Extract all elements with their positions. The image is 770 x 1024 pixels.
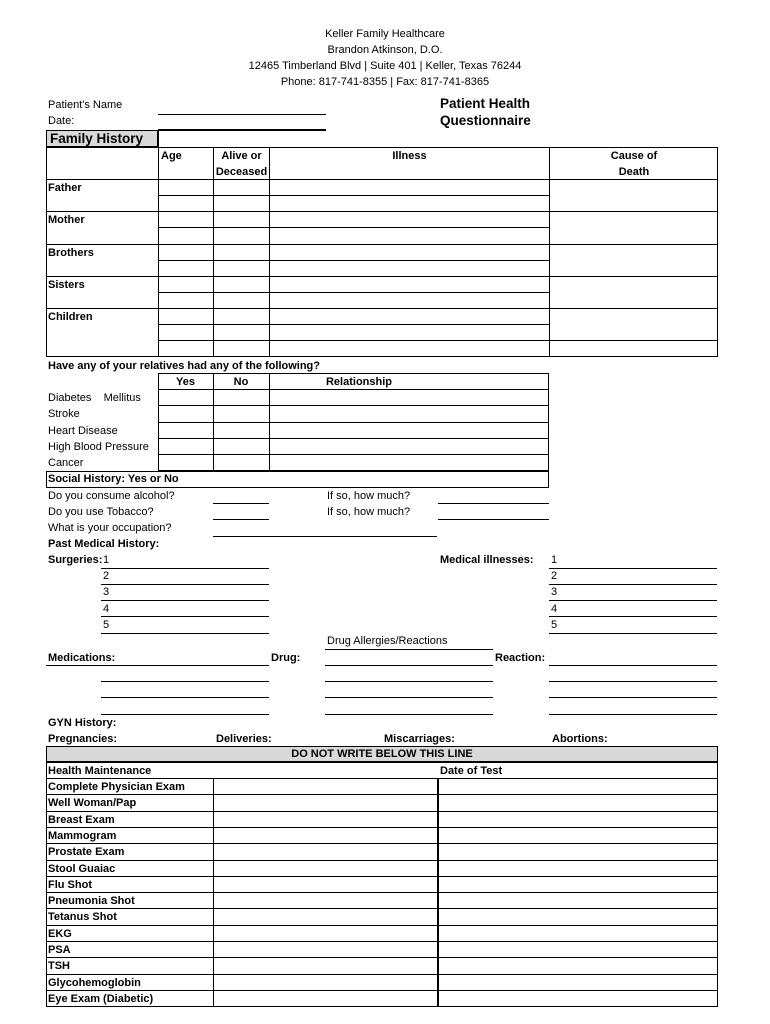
col-yes: Yes [176, 376, 195, 388]
col-no: No [233, 376, 249, 388]
medication-field-2[interactable] [101, 681, 269, 682]
date-of-test-cell[interactable] [439, 877, 717, 892]
row-brothers: Brothers [48, 247, 94, 259]
col-relationship: Relationship [325, 376, 392, 388]
maintenance-item-label: Eye Exam (Diabetic) [48, 992, 154, 1005]
alcohol-answer-field[interactable] [213, 503, 269, 504]
illness-number: 4 [551, 603, 558, 615]
medication-field-3[interactable] [101, 697, 269, 698]
date-of-test-cell[interactable] [439, 812, 717, 827]
date-of-test-cell[interactable] [439, 861, 717, 876]
row-divider [46, 957, 718, 958]
tobacco-answer-field[interactable] [213, 519, 269, 520]
practice-address: 12465 Timberland Blvd | Suite 401 | Keller, Texas 76244 [248, 60, 522, 72]
row-divider [46, 827, 718, 828]
row-divider [46, 974, 718, 975]
health-maintenance-heading: Health Maintenance [48, 765, 152, 777]
maintenance-entry-cell[interactable] [214, 844, 436, 859]
maintenance-entry-cell[interactable] [214, 812, 436, 827]
deliveries-label: Deliveries: [216, 733, 272, 745]
maintenance-entry-cell[interactable] [214, 795, 436, 810]
maintenance-item-label: Tetanus Shot [48, 911, 117, 924]
occupation-field[interactable] [213, 536, 437, 537]
row-divider [46, 908, 718, 909]
practice-name: Keller Family Healthcare [325, 28, 445, 40]
maintenance-entry-cell[interactable] [214, 991, 436, 1006]
patient-name-field[interactable] [158, 114, 326, 115]
row-mother: Mother [48, 214, 85, 226]
maintenance-entry-cell[interactable] [214, 877, 436, 892]
maintenance-entry-cell[interactable] [214, 926, 436, 941]
surgeries-label: Surgeries: [48, 554, 103, 566]
date-of-test-cell[interactable] [439, 828, 717, 843]
maintenance-item-label: EKG [48, 927, 72, 940]
illness-number: 3 [551, 586, 558, 598]
condition-heart-disease: Heart Disease [48, 425, 118, 437]
surgery-number: 3 [103, 586, 110, 598]
medication-field-1[interactable] [46, 665, 269, 666]
row-divider [46, 925, 718, 926]
surgery-field-5[interactable] [101, 633, 269, 634]
surgery-field-4[interactable] [101, 616, 269, 617]
maintenance-entry-cell[interactable] [214, 909, 436, 924]
date-label: Date: [48, 115, 75, 127]
row-divider [46, 990, 718, 991]
condition-stroke: Stroke [48, 408, 80, 420]
tobacco-question: Do you use Tobacco? [48, 506, 154, 518]
col-alive-line1: Alive or [221, 150, 262, 162]
social-heading: Social History: Yes or No [48, 473, 179, 485]
tobacco-how-much-label: If so, how much? [327, 506, 411, 518]
date-of-test-cell[interactable] [439, 958, 717, 973]
drug-field-2[interactable] [325, 681, 493, 682]
relatives-question: Have any of your relatives had any of the following? [48, 360, 320, 372]
reaction-label: Reaction: [495, 652, 546, 664]
alcohol-question: Do you consume alcohol? [48, 490, 175, 502]
occupation-question: What is your occupation? [48, 522, 172, 534]
row-father: Father [48, 182, 82, 194]
gyn-heading: GYN History: [48, 717, 117, 729]
surgery-number: 5 [103, 619, 110, 631]
date-of-test-cell[interactable] [439, 909, 717, 924]
surgery-field-1[interactable] [101, 568, 269, 569]
do-not-write-banner [46, 746, 718, 762]
maintenance-entry-cell[interactable] [214, 893, 436, 908]
condition-cancer: Cancer [48, 457, 84, 469]
row-sisters: Sisters [48, 279, 85, 291]
row-divider [46, 794, 718, 795]
row-divider [46, 941, 718, 942]
col-cause-line1: Cause of [610, 150, 658, 162]
maintenance-item-label: Glycohemoglobin [48, 976, 141, 989]
form-title-line2: Questionnaire [440, 113, 531, 128]
surgery-number: 2 [103, 570, 110, 582]
drug-field-1[interactable] [325, 665, 493, 666]
medical-illnesses-label: Medical illnesses: [440, 554, 534, 566]
maintenance-item-label: Complete Physician Exam [48, 781, 185, 793]
row-divider [46, 876, 718, 877]
medications-label: Medications: [48, 652, 116, 664]
abortions-label: Abortions: [552, 733, 608, 745]
surgery-number: 1 [103, 554, 110, 566]
maintenance-item-label: Stool Guaiac [48, 862, 116, 875]
illness-number: 5 [551, 619, 558, 631]
maintenance-entry-cell[interactable] [214, 975, 436, 990]
date-of-test-cell[interactable] [439, 975, 717, 990]
maintenance-item-label: Well Woman/Pap [48, 797, 137, 810]
tobacco-amount-field[interactable] [438, 519, 549, 520]
maintenance-entry-cell[interactable] [214, 958, 436, 973]
maintenance-entry-cell[interactable] [214, 861, 436, 876]
row-divider [46, 778, 718, 779]
maintenance-item-label: Breast Exam [48, 813, 115, 826]
reaction-field-2[interactable] [549, 681, 717, 682]
pregnancies-label: Pregnancies: [48, 733, 118, 745]
alcohol-how-much-label: If so, how much? [327, 490, 411, 502]
family-history-heading-box [46, 130, 158, 147]
illness-number: 1 [551, 554, 558, 566]
form-title-line1: Patient Health [440, 96, 531, 111]
row-children: Children [48, 311, 93, 323]
family-history-heading: Family History [50, 131, 144, 146]
medication-field-4[interactable] [101, 714, 269, 715]
drug-label: Drug: [271, 652, 301, 664]
do-not-write-text: DO NOT WRITE BELOW THIS LINE [291, 748, 473, 760]
date-of-test-cell[interactable] [439, 991, 717, 1006]
maintenance-item-label: Flu Shot [48, 878, 92, 891]
miscarriages-label: Miscarriages: [384, 733, 455, 745]
maintenance-item-label: PSA [48, 944, 71, 956]
reaction-field-3[interactable] [549, 697, 717, 698]
date-of-test-cell[interactable] [439, 795, 717, 810]
date-of-test-cell[interactable] [439, 926, 717, 941]
illness-field-3[interactable] [549, 600, 717, 601]
maintenance-item-label: Prostate Exam [48, 846, 125, 859]
doctor-name: Brandon Atkinson, D.O. [327, 44, 443, 56]
illness-field-5[interactable] [549, 633, 717, 634]
drug-field-3[interactable] [325, 697, 493, 698]
practice-phone: Phone: 817-741-8355 | Fax: 817-741-8365 [280, 76, 490, 88]
condition-diabetes: Diabetes Mellitus [48, 392, 141, 404]
reaction-field-1[interactable] [549, 665, 717, 666]
row-divider [46, 811, 718, 812]
medical-heading: Past Medical History: [48, 538, 160, 550]
date-of-test-cell[interactable] [439, 942, 717, 957]
maintenance-entry-cell[interactable] [214, 828, 436, 843]
col-age: Age [161, 150, 182, 162]
illness-field-4[interactable] [549, 616, 717, 617]
col-illness: Illness [392, 150, 427, 162]
date-of-test-cell[interactable] [439, 893, 717, 908]
row-divider [46, 860, 718, 861]
maintenance-entry-cell[interactable] [214, 942, 436, 957]
row-divider [46, 892, 718, 893]
surgery-field-2[interactable] [101, 584, 269, 585]
surgery-number: 4 [103, 603, 110, 615]
surgery-field-3[interactable] [101, 600, 269, 601]
illness-field-1[interactable] [549, 568, 717, 569]
date-of-test-heading: Date of Test [440, 765, 503, 777]
date-of-test-cell[interactable] [439, 779, 717, 794]
allergies-heading: Drug Allergies/Reactions [327, 635, 448, 647]
maintenance-item-label: Mammogram [48, 829, 117, 842]
alcohol-amount-field[interactable] [438, 503, 549, 504]
date-of-test-cell[interactable] [439, 844, 717, 859]
illness-field-2[interactable] [549, 584, 717, 585]
maintenance-item-label: TSH [48, 960, 70, 973]
patient-name-label: Patient's Name [48, 99, 123, 111]
col-cause-line2: Death [618, 166, 650, 178]
illness-number: 2 [551, 570, 558, 582]
condition-high-blood-pressure: High Blood Pressure [48, 441, 149, 453]
reaction-field-4[interactable] [549, 714, 717, 715]
col-alive-line2: Deceased [215, 166, 268, 178]
maintenance-entry-cell[interactable] [214, 779, 436, 794]
drug-field-4[interactable] [325, 714, 493, 715]
row-divider [46, 843, 718, 844]
maintenance-item-label: Pneumonia Shot [48, 895, 135, 908]
